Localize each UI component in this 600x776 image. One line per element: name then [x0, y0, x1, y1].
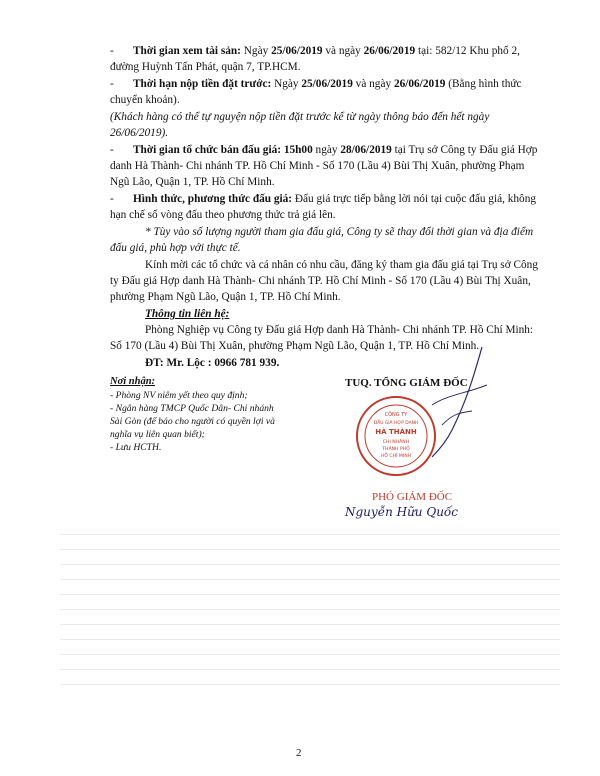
contact-phone: ĐT: Mr. Lộc : 0966 781 939.	[145, 357, 280, 369]
bullet-dash: -	[110, 45, 114, 57]
signature-title: TUQ. TỔNG GIÁM ĐỐC	[345, 377, 468, 389]
svg-text:THÀNH PHỐ: THÀNH PHỐ	[382, 447, 410, 452]
svg-text:HỒ CHÍ MINH: HỒ CHÍ MINH	[380, 454, 412, 459]
svg-text:CHI NHÁNH: CHI NHÁNH	[382, 440, 410, 445]
item-deposit-line2: chuyển khoản).	[110, 94, 180, 106]
bullet-dash: -	[110, 78, 114, 90]
svg-text:CÔNG TY: CÔNG TY	[384, 412, 408, 418]
item-label: Thời gian tổ chức bán đấu giá:	[133, 144, 282, 156]
item-auction-line2: danh Hà Thành- Chi nhánh TP. Hồ Chí Minh - Số 170 (Lầu 4) Bùi Thị Xuân, phường Phạm	[110, 160, 525, 172]
remark-line2: đấu giá, phù hợp với thực tế.	[110, 242, 241, 254]
deposit-note-line2: 26/06/2019).	[110, 127, 169, 139]
signature-scribble	[412, 345, 502, 465]
contact-heading: Thông tin liên hệ:	[145, 308, 230, 320]
recipients-heading: Nơi nhận:	[110, 376, 156, 387]
item-method-line2: hạn chế số vòng đấu theo phương thức trả giá lên.	[110, 209, 336, 221]
recipient-item: Sài Gòn (để báo cho người có quyền lợi và	[110, 416, 275, 427]
item-label: Thời gian xem tài sản:	[133, 45, 241, 57]
item-deposit-deadline: Thời hạn nộp tiền đặt trước: Ngày 25/06/2019 và ngày 26/06/2019 (Bằng hình thức	[133, 78, 522, 90]
invitation-line1: Kính mời các tổ chức và cá nhân có nhu cầu, đăng ký tham gia đấu giá tại Trụ sở Công	[145, 259, 538, 271]
page-number: 2	[296, 747, 302, 759]
recipient-item: - Ngân hàng TMCP Quốc Dân- Chi nhánh	[110, 403, 274, 414]
item-label: Thời hạn nộp tiền đặt trước:	[133, 78, 272, 90]
recipient-item: nghĩa vụ liên quan biết);	[110, 429, 205, 440]
invitation-line3: phường Phạm Ngũ Lão, Quận 1, TP. Hồ Chí Minh.	[110, 291, 341, 303]
svg-text:ĐẤU GIÁ HỢP DANH: ĐẤU GIÁ HỢP DANH	[373, 421, 419, 426]
item-viewing-time: Thời gian xem tài sản: Ngày 25/06/2019 và ngày 26/06/2019 tại: 582/12 Khu phố 2,	[133, 45, 520, 57]
item-label: Hình thức, phương thức đấu giá:	[133, 193, 293, 205]
deposit-note-line1: (Khách hàng có thể tự nguyện nộp tiền đặt trước kể từ ngày thông báo đến hết ngày	[110, 111, 490, 123]
recipient-item: - Phòng NV niêm yết theo quy định;	[110, 390, 248, 401]
svg-text:HÀ THÀNH: HÀ THÀNH	[375, 428, 417, 436]
bullet-dash: -	[110, 193, 114, 205]
contact-line2: Số 170 (Lầu 4) Bùi Thị Xuân, phường Phạm Ngũ Lão, Quận 1, TP. Hồ Chí Minh.	[110, 340, 480, 352]
bleed-through-lines	[60, 520, 560, 720]
item-auction-method: Hình thức, phương thức đấu giá: Đấu giá trực tiếp bằng lời nói tại cuộc đấu giá, không	[133, 193, 536, 205]
item-viewing-time-line2: đường Huỳnh Tấn Phát, quận 7, TP.HCM.	[110, 61, 301, 73]
item-auction-line3: Ngũ Lão, Quận 1, TP. Hồ Chí Minh.	[110, 176, 275, 188]
item-auction-time: Thời gian tổ chức bán đấu giá: 15h00 ngày 28/06/2019 tại Trụ sở Công ty Đấu giá Hợp	[133, 144, 538, 156]
recipient-item: - Lưu HCTH.	[110, 442, 162, 453]
signature-position: PHÓ GIÁM ĐỐC	[372, 491, 453, 503]
bullet-dash: -	[110, 144, 114, 156]
signatory-name: Nguyễn Hữu Quốc	[345, 505, 458, 519]
invitation-line2: ty Đấu giá Hợp danh Hà Thành- Chi nhánh TP. Hồ Chí Minh - Số 170 (Lầu 4) Bùi Thị Xuân,	[110, 275, 531, 287]
contact-line1: Phòng Nghiệp vụ Công ty Đấu giá Hợp danh Hà Thành- Chi nhánh TP. Hồ Chí Minh:	[145, 324, 534, 336]
remark-line1: * Tùy vào số lượng người tham gia đấu giá, Công ty sẽ thay đổi thời gian và địa điểm	[145, 226, 534, 238]
